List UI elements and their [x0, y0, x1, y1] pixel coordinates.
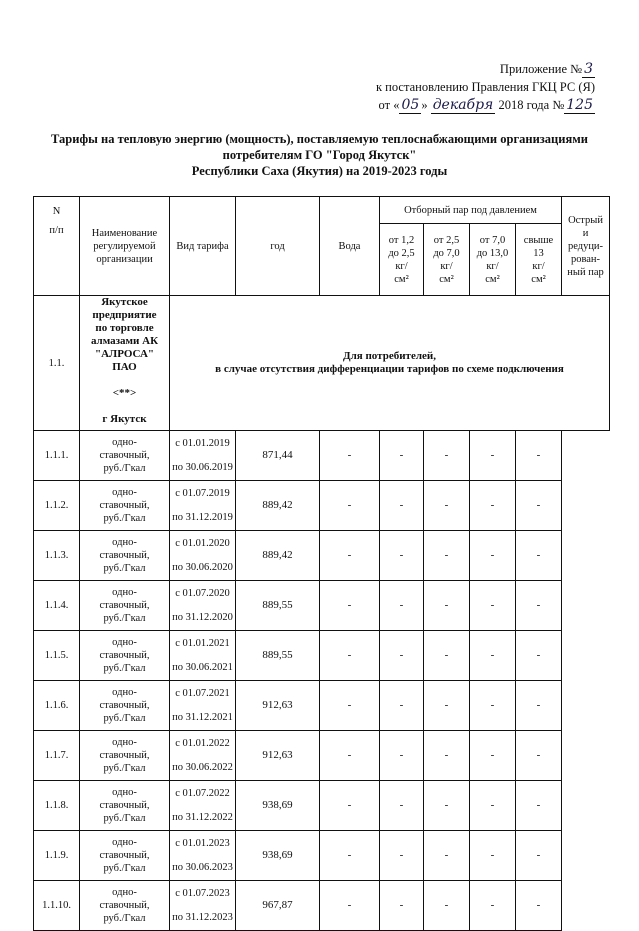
org-line: алмазами АК [90, 335, 159, 347]
table-row [34, 731, 610, 781]
row-dash-cell: - [470, 731, 516, 781]
org-name-cell [80, 296, 170, 431]
org-line: предприятие [92, 309, 157, 321]
row-dash-cell: - [320, 631, 380, 681]
row-tariff-type [80, 731, 170, 781]
row-number: 1.1.4. [34, 581, 80, 631]
org-line: <**> [112, 387, 137, 399]
tariff-type-line: одно- [112, 837, 137, 848]
period-to: по 31.12.2023 [172, 911, 233, 923]
org-line: г Якутск [102, 413, 147, 425]
row-water-value: 889,55 [236, 581, 320, 631]
row-dash-cell: - [380, 481, 424, 531]
org-line: "АЛРОСА" [94, 348, 155, 360]
annex-month-handwritten: декабря [432, 97, 494, 113]
row-dash-cell: - [320, 881, 380, 931]
row-number: 1.1.3. [34, 531, 80, 581]
header-pressure-3: от 7,0 до 13,0 кг/ см² [470, 224, 516, 296]
row-water-value: 871,44 [236, 431, 320, 481]
tariff-type-line: руб./Гкал [103, 863, 146, 874]
period-from: с 01.07.2020 [175, 587, 230, 599]
row-water-value: 889,42 [236, 481, 320, 531]
table-row [34, 681, 610, 731]
row-dash-cell: - [320, 781, 380, 831]
tariff-type-line: ставочный, [99, 450, 150, 461]
tariff-type-line: одно- [112, 487, 137, 498]
tariff-type-line: руб./Гкал [103, 913, 146, 924]
row-dash-cell: - [320, 681, 380, 731]
row-dash-cell: - [380, 781, 424, 831]
row-dash-cell: - [320, 731, 380, 781]
row-dash-cell: - [516, 631, 562, 681]
row-dash-cell: - [424, 731, 470, 781]
row-tariff-type [80, 631, 170, 681]
row-dash-cell: - [320, 831, 380, 881]
row-tariff-type [80, 581, 170, 631]
row-tariff-type [80, 531, 170, 581]
period-to: по 31.12.2022 [172, 811, 233, 823]
annex-doc-number-handwritten: 125 [566, 97, 593, 113]
period-to: по 30.06.2019 [172, 461, 233, 473]
table-row [34, 881, 610, 931]
row-number: 1.1.2. [34, 481, 80, 531]
row-tariff-type [80, 431, 170, 481]
annex-resolution: к постановлению Правления ГКЦ РС (Я) [375, 80, 595, 94]
header-pressure-2: от 2,5 до 7,0 кг/ см² [424, 224, 470, 296]
table-row [34, 531, 610, 581]
annex-label: Приложение № [499, 62, 583, 76]
row-dash-cell: - [516, 731, 562, 781]
row-dash-cell: - [516, 431, 562, 481]
header-row-1 [34, 197, 610, 224]
period-from: с 01.07.2019 [175, 487, 230, 499]
row-dash-cell: - [470, 581, 516, 631]
row-dash-cell: - [470, 881, 516, 931]
header-pressure-1: от 1,2 до 2,5 кг/ см² [380, 224, 424, 296]
period-to: по 31.12.2019 [172, 511, 233, 523]
tariff-type-line: одно- [112, 587, 137, 598]
row-dash-cell: - [470, 531, 516, 581]
row-dash-cell: - [424, 631, 470, 681]
row-number: 1.1.6. [34, 681, 80, 731]
annex-date-quote: » [421, 98, 428, 112]
tariff-type-line: ставочный, [99, 650, 150, 661]
org-line: ПАО [112, 361, 137, 373]
row-dash-cell: - [424, 581, 470, 631]
tariff-type-line: руб./Гкал [103, 613, 146, 624]
row-number: 1.1.7. [34, 731, 80, 781]
header-steam: Отборный пар под давлением [380, 197, 562, 224]
tariff-type-line: одно- [112, 637, 137, 648]
row-dash-cell: - [380, 731, 424, 781]
row-dash-cell: - [320, 431, 380, 481]
row-dash-cell: - [320, 581, 380, 631]
org-line: Якутское [101, 296, 148, 308]
title-line-2: потребителям ГО "Город Якутск" [222, 148, 417, 162]
org-line [82, 400, 167, 413]
group-number: 1.1. [34, 296, 80, 431]
tariff-type-line: ставочный, [99, 550, 150, 561]
group-title-line-2: в случае отсутствия дифференциации тарифов по схеме подключения [215, 363, 564, 375]
tariff-type-line: одно- [112, 787, 137, 798]
row-dash-cell: - [470, 431, 516, 481]
tariff-type-line: руб./Гкал [103, 813, 146, 824]
row-period [170, 481, 236, 531]
group-row [34, 296, 610, 431]
row-period [170, 431, 236, 481]
table-row [34, 481, 610, 531]
table-row [34, 631, 610, 681]
header-pp: п/п [49, 225, 64, 236]
row-dash-cell: - [470, 781, 516, 831]
row-water-value: 889,55 [236, 631, 320, 681]
row-dash-cell: - [516, 681, 562, 731]
row-water-value: 889,42 [236, 531, 320, 581]
row-period [170, 831, 236, 881]
header-year: год [236, 197, 320, 296]
table-row [34, 431, 610, 481]
period-to: по 30.06.2021 [172, 661, 233, 673]
tariff-type-line: руб./Гкал [103, 663, 146, 674]
tariff-rows [34, 431, 610, 931]
title-line-3: Республики Саха (Якутия) на 2019-2023 годы [191, 164, 448, 178]
period-to: по 30.06.2023 [172, 861, 233, 873]
row-dash-cell: - [424, 681, 470, 731]
row-tariff-type [80, 781, 170, 831]
table-row [34, 781, 610, 831]
header-number [34, 197, 80, 296]
row-water-value: 912,63 [236, 681, 320, 731]
period-to: по 30.06.2020 [172, 561, 233, 573]
tariff-type-line: одно- [112, 737, 137, 748]
row-water-value: 967,87 [236, 881, 320, 931]
row-dash-cell: - [380, 531, 424, 581]
row-dash-cell: - [470, 831, 516, 881]
period-to: по 31.12.2020 [172, 611, 233, 623]
row-tariff-type [80, 831, 170, 881]
tariff-type-line: руб./Гкал [103, 563, 146, 574]
period-from: с 01.01.2021 [175, 637, 230, 649]
tariff-type-line: одно- [112, 537, 137, 548]
row-water-value: 938,69 [236, 831, 320, 881]
table-row [34, 581, 610, 631]
annex-day-handwritten: 05 [401, 97, 420, 113]
row-period [170, 581, 236, 631]
row-period [170, 731, 236, 781]
tariff-type-line: одно- [112, 887, 137, 898]
tariff-type-line: ставочный, [99, 700, 150, 711]
row-dash-cell: - [516, 831, 562, 881]
row-water-value: 912,63 [236, 731, 320, 781]
tariff-table [33, 196, 610, 931]
header-org: Наименование регулируемой организации [80, 197, 170, 296]
row-dash-cell: - [380, 431, 424, 481]
row-dash-cell: - [380, 581, 424, 631]
row-number: 1.1.10. [34, 881, 80, 931]
row-dash-cell: - [424, 481, 470, 531]
tariff-type-line: ставочный, [99, 900, 150, 911]
period-from: с 01.07.2022 [175, 787, 230, 799]
org-line: по торговле [95, 322, 154, 334]
row-period [170, 531, 236, 581]
row-period [170, 881, 236, 931]
period-from: с 01.07.2023 [175, 887, 230, 899]
row-number: 1.1.5. [34, 631, 80, 681]
table-row [34, 831, 610, 881]
period-from: с 01.01.2023 [175, 837, 230, 849]
period-from: с 01.01.2022 [175, 737, 230, 749]
row-dash-cell: - [424, 881, 470, 931]
period-from: с 01.01.2019 [175, 437, 230, 449]
group-title [170, 296, 610, 431]
tariff-type-line: руб./Гкал [103, 713, 146, 724]
row-dash-cell: - [320, 531, 380, 581]
period-to: по 31.12.2021 [172, 711, 233, 723]
tariff-type-line: одно- [112, 687, 137, 698]
row-dash-cell: - [424, 781, 470, 831]
tariff-type-line: ставочный, [99, 600, 150, 611]
row-dash-cell: - [380, 831, 424, 881]
row-tariff-type [80, 881, 170, 931]
tariff-type-line: ставочный, [99, 850, 150, 861]
row-tariff-type [80, 481, 170, 531]
title-line-1: Тарифы на тепловую энергию (мощность), поставляемую теплоснабжающими организациями [51, 132, 588, 146]
document-title [20, 131, 619, 179]
annex-header [295, 60, 595, 114]
annex-number-handwritten: 3 [584, 61, 593, 77]
row-dash-cell: - [516, 481, 562, 531]
group-title-line-1: Для потребителей, [343, 350, 436, 362]
row-dash-cell: - [424, 831, 470, 881]
header-tariff-type: Вид тарифа [170, 197, 236, 296]
row-dash-cell: - [424, 431, 470, 481]
header-n: N [52, 206, 61, 217]
row-dash-cell: - [424, 531, 470, 581]
header-water: Вода [320, 197, 380, 296]
annex-date-prefix: от « [378, 98, 400, 112]
tariff-type-line: руб./Гкал [103, 513, 146, 524]
row-dash-cell: - [516, 531, 562, 581]
tariff-type-line: одно- [112, 437, 137, 448]
row-period [170, 631, 236, 681]
row-dash-cell: - [380, 681, 424, 731]
row-dash-cell: - [516, 881, 562, 931]
row-dash-cell: - [380, 881, 424, 931]
row-dash-cell: - [516, 781, 562, 831]
header-sharp-steam: Острый и редуци-рован-ный пар [562, 197, 610, 296]
row-period [170, 781, 236, 831]
row-period [170, 681, 236, 731]
header-pressure-4: свыше 13 кг/ см² [516, 224, 562, 296]
org-line [82, 374, 167, 387]
row-dash-cell: - [470, 481, 516, 531]
tariff-type-line: руб./Гкал [103, 463, 146, 474]
row-number: 1.1.1. [34, 431, 80, 481]
period-from: с 01.01.2020 [175, 537, 230, 549]
period-from: с 01.07.2021 [175, 687, 230, 699]
period-to: по 30.06.2022 [172, 761, 233, 773]
annex-year: 2018 года № [498, 98, 565, 112]
row-tariff-type [80, 681, 170, 731]
row-dash-cell: - [320, 481, 380, 531]
row-water-value: 938,69 [236, 781, 320, 831]
row-dash-cell: - [380, 631, 424, 681]
row-number: 1.1.9. [34, 831, 80, 881]
row-dash-cell: - [470, 681, 516, 731]
tariff-type-line: ставочный, [99, 750, 150, 761]
tariff-type-line: ставочный, [99, 500, 150, 511]
row-number: 1.1.8. [34, 781, 80, 831]
row-dash-cell: - [516, 581, 562, 631]
row-dash-cell: - [470, 631, 516, 681]
tariff-type-line: руб./Гкал [103, 763, 146, 774]
tariff-type-line: ставочный, [99, 800, 150, 811]
